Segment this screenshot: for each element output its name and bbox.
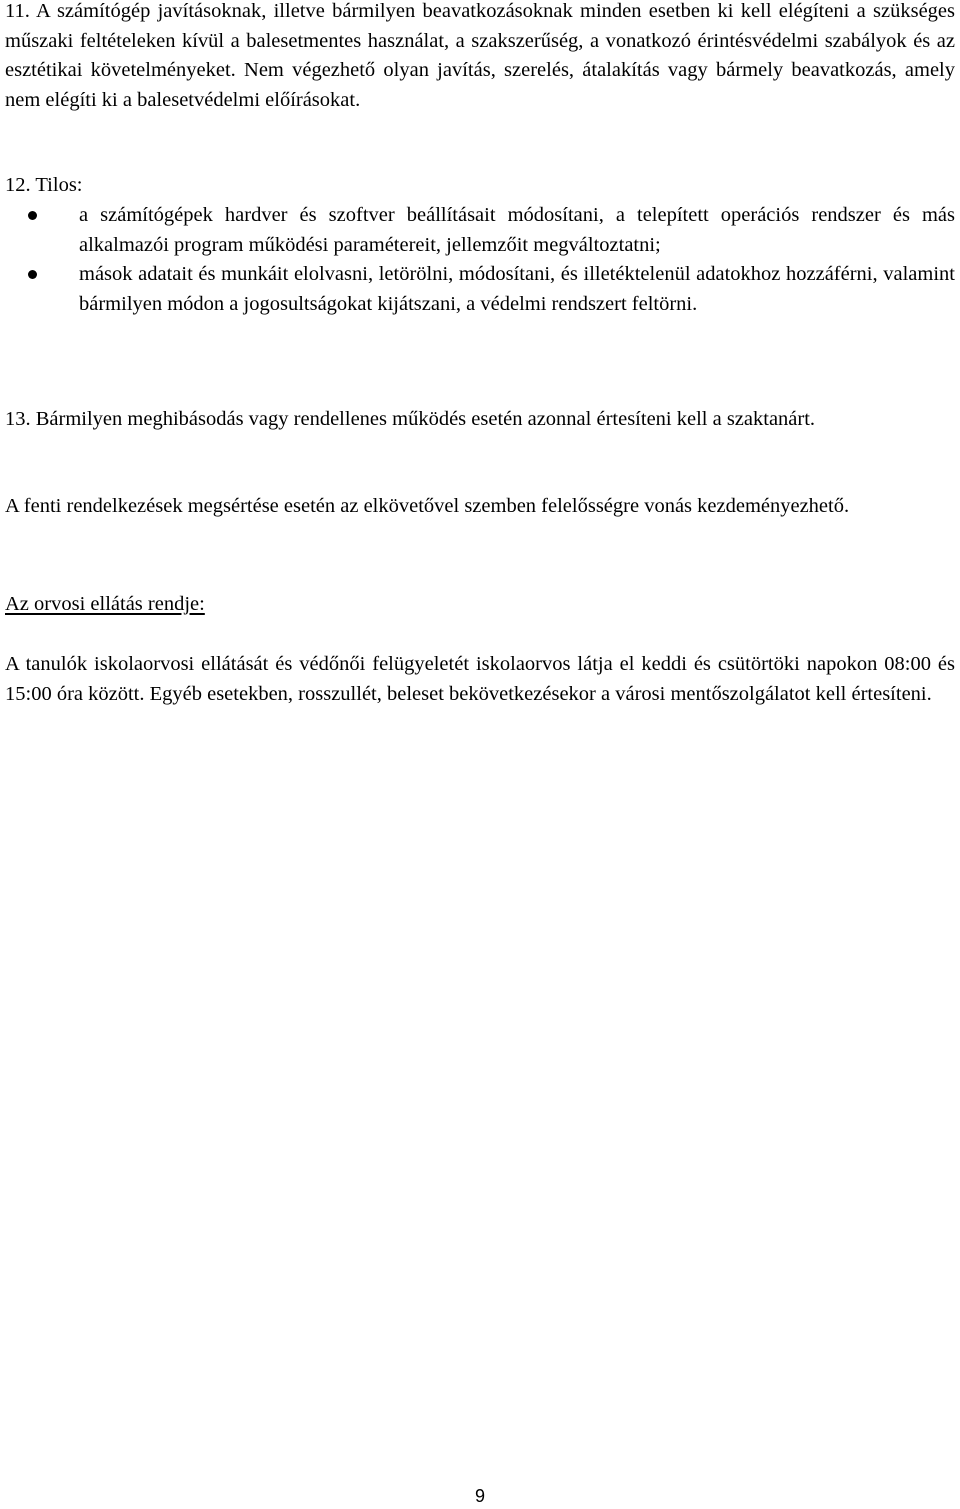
rule-12-heading: 12. Tilos: (5, 174, 83, 196)
bullet-icon (28, 270, 37, 279)
bullet-icon (28, 211, 37, 220)
rule-13-paragraph: 13. Bármilyen meghibásodás vagy rendellenes működés esetén azonnal értesíteni kell a szaktanárt. (5, 408, 816, 430)
list-item (5, 201, 955, 260)
rule-12-bullet-list (5, 201, 955, 319)
list-item (5, 260, 955, 319)
page-number: 9 (474, 1486, 485, 1506)
bullet-text: a számítógépek hardver és szoftver beállításait módosítani, a telepített operációs rendszer és más alkalmazói program működési paramétereit, jellemzőit megváltoztatni; (79, 204, 955, 256)
consequence-paragraph: A fenti rendelkezések megsértése esetén az elkövetővel szemben felelősségre vonás kezdeményezhető. (5, 495, 850, 517)
medical-section-paragraph: A tanulók iskolaorvosi ellátását és védőnői felügyeletét iskolaorvos látja el keddi és csütörtöki napokon 08:00 és 15:00 óra között. Egyéb esetekben, rosszullét, beleset bekövetkezésekor a városi mentőszolgálatot kell értesíteni. (5, 653, 955, 705)
bullet-text: mások adatait és munkáit elolvasni, letörölni, módosítani, és illetéktelenül adatokhoz hozzáférni, valamint bármilyen módon a jogosultságokat kijátszani, a védelmi rendszert feltörni. (79, 263, 955, 315)
rule-11-paragraph: 11. A számítógép javításoknak, illetve bármilyen beavatkozásoknak minden esetben ki kell elégíteni a szükséges műszaki feltételeken kívül a balesetmentes használat, a szakszerűség, a vonatkozó érintésvédelmi szabályok és az esztétikai követelményeket. Nem végezhető olyan javítás, szerelés, átalakítás vagy bármely beavatkozás, amely nem elégíti ki a balesetvédelmi előírásokat. (5, 0, 955, 111)
medical-section-heading: Az orvosi ellátás rendje: (5, 593, 205, 615)
